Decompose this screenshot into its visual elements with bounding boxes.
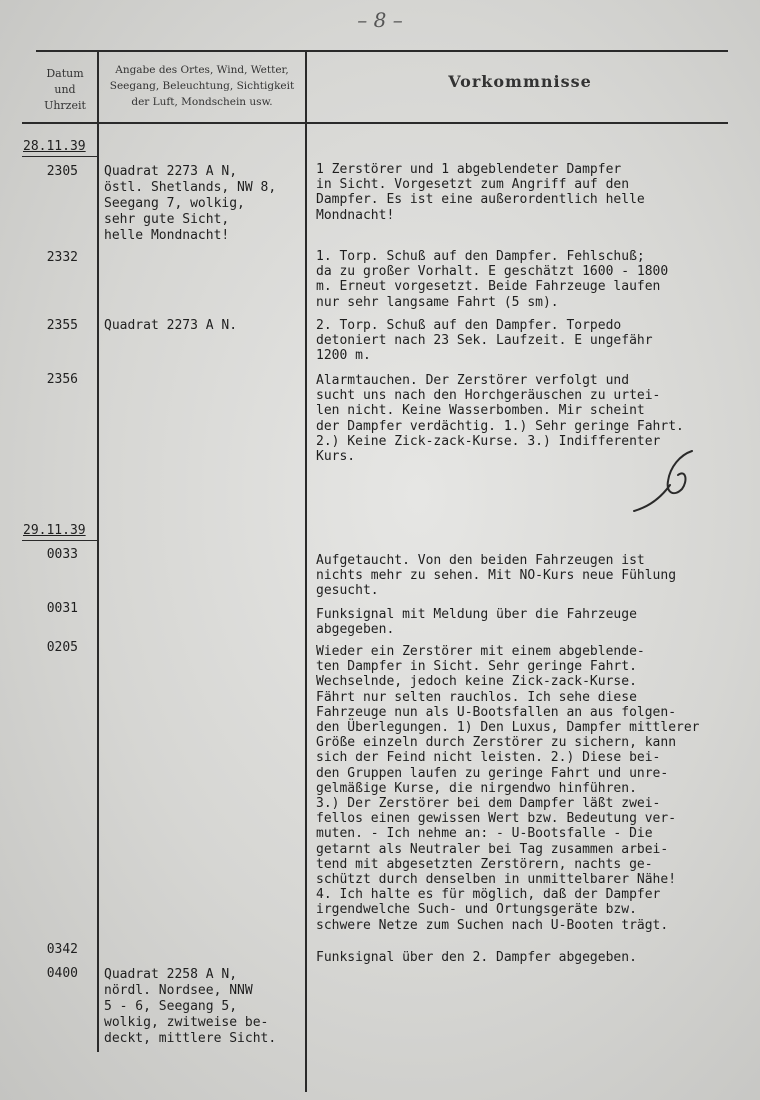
- entry-text: 1. Torp. Schuß auf den Dampfer. Fehlschuß; da zu großer Vorhalt. E geschätzt 1600 - 1800 m. Erneut vorgesetzt. Beide Fahrzeuge laufen nur sehr langsame Fahrt (5 sm).: [316, 249, 669, 310]
- header-date-time: Datum und Uhrzeit: [44, 67, 86, 112]
- header-location: Angabe des Ortes, Wind, Wetter, Seegang, Beleuchtung, Sichtigkeit der Luft, Mondschein usw.: [109, 64, 295, 108]
- entry-location: Quadrat 2273 A N.: [104, 318, 238, 333]
- date-rule: [22, 540, 98, 541]
- date-rule: [22, 156, 98, 157]
- date-entry: 28.11.39: [23, 139, 86, 154]
- entry-location: Quadrat 2273 A N, östl. Shetlands, NW 8, Seegang 7, wolkig, sehr gute Sicht, helle Mondnacht!: [104, 164, 277, 243]
- entry-text: Funksignal mit Meldung über die Fahrzeuge abgegeben.: [316, 607, 637, 638]
- entry-time: 0342: [46, 942, 78, 957]
- entry-time: 0033: [46, 547, 78, 562]
- entry-text: 2. Torp. Schuß auf den Dampfer. Torpedo detoniert nach 23 Sek. Laufzeit. E ungefähr 1200 m.: [316, 318, 653, 364]
- entry-time: 2305: [46, 164, 78, 179]
- column-divider-1: [97, 52, 99, 1052]
- entry-location: Quadrat 2258 A N, nördl. Nordsee, NNW 5 - 6, Seegang 5, wolkig, zwitweise be- deckt, mittlere Sicht.: [104, 967, 277, 1046]
- entry-time: 0400: [46, 966, 78, 981]
- entry-time: 0205: [46, 640, 78, 655]
- entry-text: Alarmtauchen. Der Zerstörer verfolgt und sucht uns nach den Horchgeräuschen zu urtei- len nicht. Keine Wasserbomben. Mir scheint der Dampfer verdächtig. 1.) Sehr geringe Fahrt. 2.) Keine Zick-zack-Kurse. 3.) Indifferenter Kurs.: [316, 373, 684, 465]
- page-number: – 8 –: [357, 8, 403, 32]
- entry-time: 2332: [46, 250, 78, 265]
- entry-text: Aufgetaucht. Von den beiden Fahrzeugen ist nichts mehr zu sehen. Mit NO-Kurs neue Fühlung gesucht.: [316, 553, 677, 599]
- date-entry: 29.11.39: [23, 523, 86, 538]
- signature-mark: [630, 445, 710, 515]
- column-divider-2: [305, 52, 307, 1092]
- entry-time: 2355: [46, 318, 78, 333]
- entry-time: 0031: [46, 601, 78, 616]
- entry-text: 1 Zerstörer und 1 abgeblendeter Dampfer in Sicht. Vorgesetzt zum Angriff auf den Dampfer. Es ist eine außerordentlich helle Mondnacht!: [316, 162, 645, 223]
- entry-time: 2356: [46, 372, 78, 387]
- entry-text: Wieder ein Zerstörer mit einem abgeblende- ten Dampfer in Sicht. Sehr geringe Fahrt. Wechselnde, jedoch keine Zick-zack-Kurse. Fährt nur selten rauchlos. Ich sehe diese Fahrzeuge nun als U-Bootsfallen an aus folgen- den Überlegungen. 1) Den Luxus, Dampfer mittlerer Größe einzeln durch Zerstörer zu sichern, kann sich der Feind nicht leisten. 2.) Diese bei- den Gruppen laufen zu geringe Fahrt und unre- gelmäßige Kurse, die nirgendwo hinführen. 3.) Der Zerstörer bei dem Dampfer läßt zwei- fellos einen gewissen Wert bzw. Bedeutung ver- muten. - Ich nehme an: - U-Bootsfalle - Die getarnt als Neutraler bei Tag zusammen arbei- tend mit abgesetzten Zerstörern, nachts ge- schützt durch denselben in unmittelbarer Nähe! 4. Ich halte es für möglich, daß der Dampfer irgendwelche Such- und Ortungsgeräte bzw. schwere Netze zum Suchen nach U-Booten trägt.: [316, 644, 700, 933]
- header-events: Vorkommnisse: [448, 72, 592, 91]
- top-rule: [36, 50, 728, 52]
- entry-text: Funksignal über den 2. Dampfer abgegeben.: [316, 950, 637, 965]
- header-rule: [22, 122, 728, 124]
